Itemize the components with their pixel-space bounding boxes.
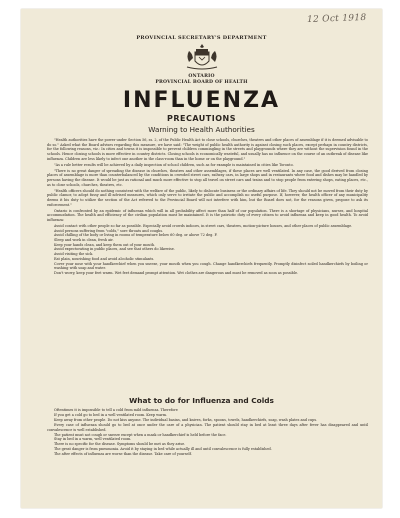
paragraph: "Health authorities have the power under Section 56, ss. 2, of the Public Health Act to close schools, churches, theatres and other places of assemblage if it is deemed advisable to do so." Asked what the Board advises regarding this measure, we have said: "The weight of public health authority is against closing such places, except perhaps in country districts, for the following reasons, viz.: In cities and towns it is impossible to prevent children commingling in the streets and playgrounds where they are without the supervision found in the schools. Hence closing schools is more effective in country districts. Closing schools is economically wasteful, and usually has no influence on the course of an outbreak of disease like influenza. Children are less likely to infect one another in the class-room than in the home or on the playground.": [47, 138, 368, 161]
subheading: Warning to Health Authorities: [148, 125, 255, 134]
list-item: Cover your nose with your handkerchief when you sneeze, your mouth when you cough. Change handkerchiefs frequently. Promptly disinfect soiled handkerchiefs by boiling or washing with soap and water.: [54, 261, 368, 271]
board-name: PROVINCIAL BOARD OF HEALTH: [155, 80, 248, 85]
section-text: [47, 408, 368, 457]
main-text: [47, 138, 368, 276]
paragraph: There is no specific for the disease. Symptoms should be met as they arise.: [54, 442, 186, 447]
handwritten-date: 12 Oct 1918: [306, 12, 367, 26]
list-item: Sleep and work in clean, fresh air.: [54, 238, 114, 242]
province-name: ONTARIO: [188, 74, 215, 79]
paragraph: The great danger is from pneumonia. Avoid it by staying in bed while actually ill and until convalescence is fully established.: [54, 447, 272, 452]
list-item: Don't worry, keep your feet warm. Wet feet demand prompt attention. Wet clothes are dangerous and must be removed as soon as possible.: [54, 270, 299, 275]
paragraph: Stay in bed in a warm, well ventilated room.: [54, 437, 132, 442]
paragraph: "As a rule better results will be achieved by a daily inspection of school children, such as for example is maintained in cities like Toronto.: [54, 162, 294, 167]
section-heading: What to do for Influenza and Colds: [129, 396, 274, 405]
paragraph: The patient must not cough or sneeze except when a mask or handkerchief is held before the face.: [54, 432, 227, 437]
list-item: Keep your hands clean, and keep them out of your mouth.: [54, 242, 156, 247]
coat-of-arms-icon: [183, 42, 221, 72]
list-item: Avoid persons suffering from "colds," sore throats and coughs.: [54, 228, 164, 233]
paragraph: The after effects of influenza are worse than the disease. Take care of yourself.: [54, 452, 192, 457]
paragraph: Ontario is confronted by an epidemic of influenza which will in all probability affect more than half of our population. There is a shortage of physicians, nurses, and hospital accommodation. The health and efficiency of the civilian population must be maintained. It is the patriotic duty of every citizen to avoid influenza and keep in good health. To avoid influenza:: [47, 208, 368, 222]
paragraph: If you get a cold go to bed in a well ventilated room. Keep warm.: [54, 412, 168, 417]
list-item: Avoid contact with other people so far as possible. Especially avoid crowds indoors, in street cars, theatres, motion-picture houses, and other places of public assemblage.: [54, 223, 353, 228]
list-item: Avoid expectorating in public places, and see that others do likewise.: [54, 247, 175, 252]
department-heading: PROVINCIAL SECRETARY'S DEPARTMENT: [136, 35, 267, 41]
subtitle: PRECAUTIONS: [167, 114, 236, 123]
paragraph: Keep away from other people. Do not kiss anyone. The individual basins, and knives, forks, spoons, towels, handkerchiefs, soap, wash plates and cups.: [54, 417, 318, 422]
document-page: [21, 9, 382, 508]
paragraph: "Health officers should do nothing consistent with the welfare of the public, likely to dislocate business or the ordinary affairs of life. They should not be moved from their duty by public clamor, to adopt fussy and ill-advised measures, which only serve to irritate the public and accomplish no useful purpose. If, however, the health officer of any municipality deems it his duty to utilize the section of the Act referred to the Provincial Board will not interfere with him, but the Board does not, for the reasons given, propose to ask its enforcement.": [47, 188, 368, 207]
page-title: INFLUENZA: [122, 88, 281, 113]
list-item: Eat plain, nourishing food and avoid alcoholic stimulants.: [54, 256, 155, 261]
list-item: Avoid chilling of the body or living in rooms of temperature below 60 deg. or above 72 deg. F.: [54, 233, 218, 238]
list-item: Avoid visiting the sick.: [54, 252, 94, 257]
paragraph: "There is no great danger of spreading the disease in churches, theatres and other assemblages, if these places are well ventilated. In any case, the good derived from closing places of assemblage is more than counterbalanced by the conditions in crowded street cars, railway cars, in large shops and in restaurants where food and dishes may be handled by persons having the disease. It would be just as rational and much more effective to stop all travel on street cars and trains and to stop people from entering shops, eating places, etc., as to close schools, churches, theatres, etc.: [47, 168, 368, 187]
paragraph: Every case of influenza should go to bed at once under the care of a physician. The patient should stay in bed at least three days after fever has disappeared and until convalescence is well established.: [47, 422, 368, 432]
paragraph: Oftentimes it is impossible to tell a cold from mild influenza. Therefore: [54, 408, 178, 412]
